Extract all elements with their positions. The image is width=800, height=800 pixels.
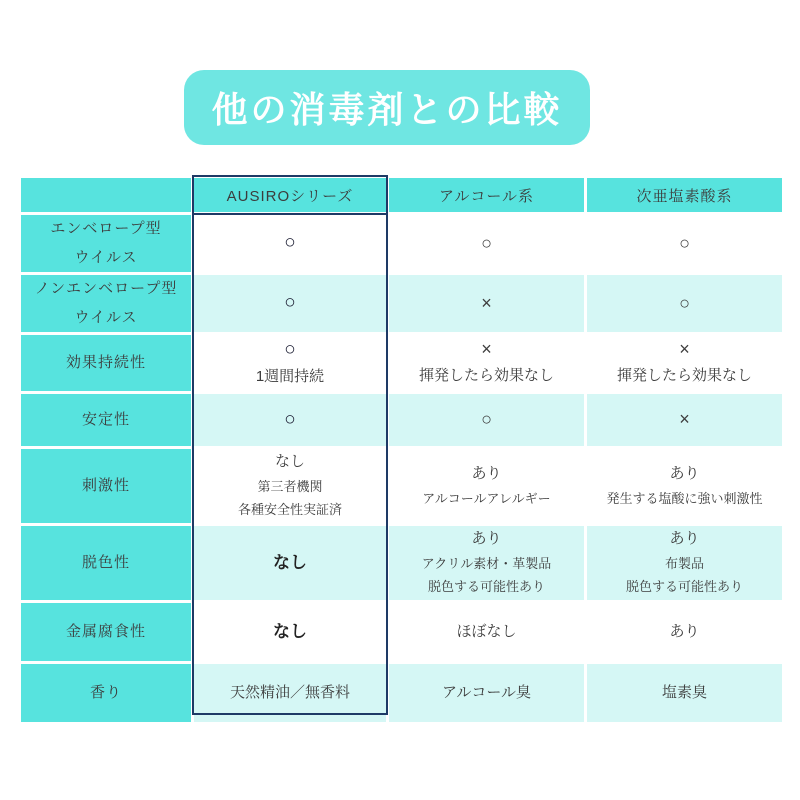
cross-mark: × <box>481 292 492 313</box>
row-label <box>21 449 191 523</box>
cell-value: あり <box>471 530 502 548</box>
cell-note: 発生する塩酸に強い刺激性 <box>606 490 763 506</box>
cell-note: 第三者機関 <box>257 479 323 495</box>
row-label <box>21 664 191 722</box>
column-header-alcohol: アルコール系 <box>389 178 584 212</box>
cell-note: アクリル素材・革製品 <box>421 556 552 572</box>
cell-ausiro <box>194 526 386 600</box>
cross-mark: × <box>679 409 690 430</box>
cell-value: ほぼなし <box>456 622 517 640</box>
comparison-table <box>18 175 785 725</box>
row-label <box>21 215 191 272</box>
cell-value: なし <box>273 553 307 573</box>
table-row-irritation <box>21 449 782 523</box>
row-label <box>21 335 191 391</box>
row-label-line: 効果持続性 <box>65 353 146 371</box>
cell-note: 各種安全性実証済 <box>237 502 342 518</box>
title-badge <box>184 70 590 145</box>
row-label-line: 脱色性 <box>81 553 130 571</box>
circle-mark: ○ <box>284 338 296 360</box>
cell-alcohol <box>389 664 584 722</box>
cell-value: 塩素臭 <box>661 683 707 701</box>
row-label-line: 香り <box>89 683 122 701</box>
cell-hypochlorous <box>587 275 782 332</box>
cell-alcohol <box>389 394 584 446</box>
row-label-line: 金属腐食性 <box>65 622 146 640</box>
table-row-decolorization <box>21 526 782 600</box>
cell-note: 1週間持続 <box>255 367 325 385</box>
table-row-non-envelope-virus <box>21 275 782 332</box>
table-row-scent <box>21 664 782 722</box>
cell-hypochlorous <box>587 449 782 523</box>
cell-hypochlorous <box>587 603 782 661</box>
cell-ausiro <box>194 603 386 661</box>
row-label <box>21 275 191 332</box>
cell-ausiro <box>194 394 386 446</box>
circle-mark: ○ <box>284 408 296 430</box>
circle-mark: ○ <box>284 292 296 314</box>
cell-value: 天然精油／無香料 <box>229 683 350 701</box>
cell-note: 布製品 <box>664 556 704 572</box>
cell-note: 揮発したら効果なし <box>616 367 752 385</box>
cell-hypochlorous <box>587 335 782 391</box>
cell-hypochlorous <box>587 664 782 722</box>
table-row-persistence <box>21 335 782 391</box>
table-row-stability <box>21 394 782 446</box>
cell-hypochlorous <box>587 215 782 272</box>
row-label-line: 刺激性 <box>81 476 130 494</box>
cross-mark: × <box>679 339 690 360</box>
cell-note: 脱色する可能性あり <box>625 579 743 595</box>
cell-note: 揮発したら効果なし <box>418 367 554 385</box>
circle-mark: ○ <box>679 292 690 313</box>
row-label-line: 安定性 <box>81 410 130 428</box>
row-label-line: ウイルス <box>74 308 138 326</box>
cell-alcohol <box>389 215 584 272</box>
cell-ausiro <box>194 335 386 391</box>
row-label <box>21 526 191 600</box>
cell-value: あり <box>471 465 502 482</box>
header-row <box>21 178 782 212</box>
cell-alcohol <box>389 449 584 523</box>
cell-alcohol <box>389 526 584 600</box>
cell-note: 脱色する可能性あり <box>427 579 545 595</box>
circle-mark: ○ <box>481 232 492 253</box>
cell-value: あり <box>669 622 700 640</box>
table-row-metal-corrosion <box>21 603 782 661</box>
cell-value: あり <box>669 465 700 482</box>
cell-ausiro <box>194 664 386 722</box>
table-row-envelope-virus <box>21 215 782 272</box>
corner-cell <box>21 178 191 212</box>
circle-mark: ○ <box>284 232 296 254</box>
cell-ausiro <box>194 449 386 523</box>
page-title: 他の消毒剤との比較 <box>211 89 563 130</box>
cell-alcohol <box>389 335 584 391</box>
row-label-line: ノンエンベロープ型 <box>34 280 178 297</box>
cross-mark: × <box>481 339 492 360</box>
circle-mark: ○ <box>679 232 690 253</box>
cell-hypochlorous <box>587 526 782 600</box>
column-header-hypochlorous: 次亜塩素酸系 <box>587 178 782 212</box>
cell-ausiro <box>194 215 386 272</box>
cell-alcohol <box>389 275 584 332</box>
cell-ausiro <box>194 275 386 332</box>
cell-note: アルコールアレルギー <box>422 490 551 506</box>
cell-alcohol <box>389 603 584 661</box>
row-label-line: エンベロープ型 <box>50 220 162 237</box>
cell-hypochlorous <box>587 394 782 446</box>
row-label-line: ウイルス <box>74 248 138 266</box>
row-label <box>21 603 191 661</box>
cell-value: あり <box>669 530 700 548</box>
row-label <box>21 394 191 446</box>
circle-mark: ○ <box>481 409 492 430</box>
comparison-table-wrap <box>18 175 785 725</box>
column-header-ausiro: AUSIROシリーズ <box>194 178 386 212</box>
cell-value: アルコール臭 <box>441 683 532 701</box>
cell-value: なし <box>274 453 305 471</box>
cell-value: なし <box>273 622 307 642</box>
